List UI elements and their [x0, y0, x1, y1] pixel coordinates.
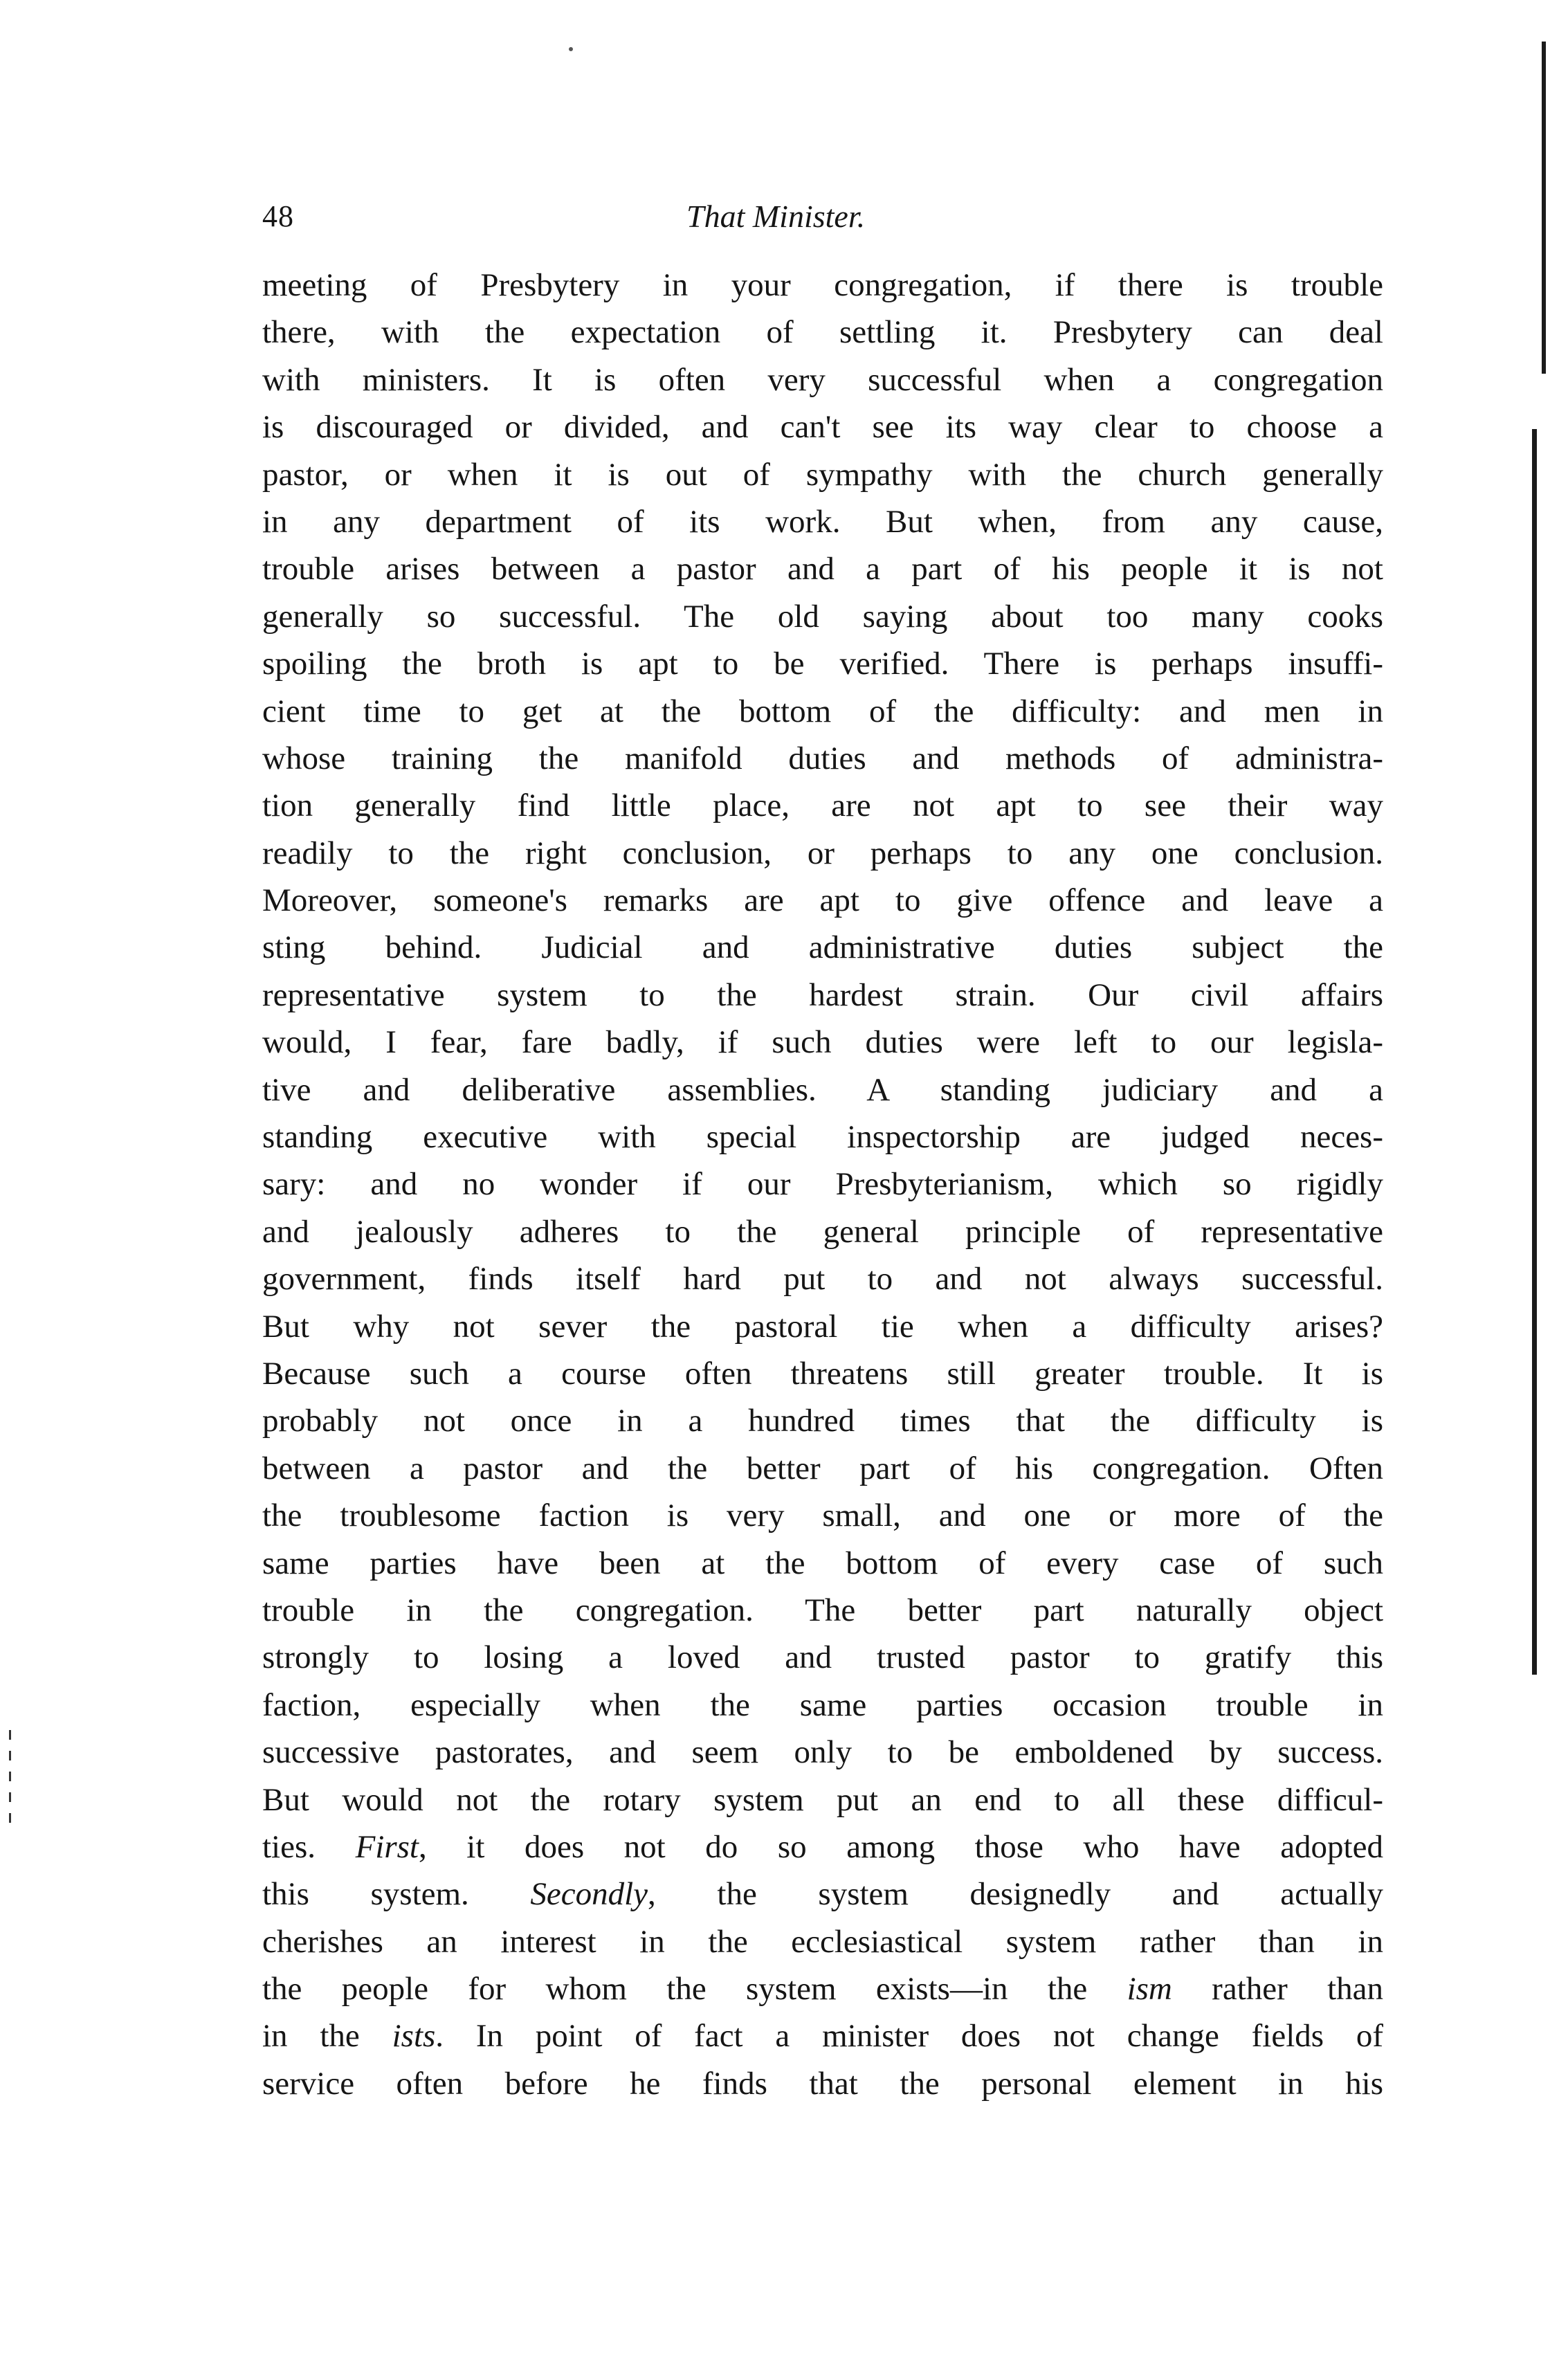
text-line: service often before he finds that the personal element in his — [262, 2065, 1383, 2102]
italic-word: ism — [1127, 1971, 1172, 2008]
text-line: government, finds itself hard put to and not always successful. — [262, 1261, 1383, 1298]
text-line: Moreover, someone's remarks are apt to give offence and leave a — [262, 882, 1383, 919]
text-line: standing executive with special inspectorship are judged neces- — [262, 1119, 1383, 1156]
text-line: the troublesome faction is very small, and one or more of the — [262, 1498, 1383, 1534]
text-line: would, I fear, fare badly, if such duties were left to our legisla- — [262, 1024, 1383, 1061]
text-line: tive and deliberative assemblies. A standing judiciary and a — [262, 1071, 1383, 1108]
text-line: Because such a course often threatens still greater trouble. It is — [262, 1355, 1383, 1392]
text-line: cient time to get at the bottom of the difficulty: and men in — [262, 693, 1383, 729]
text-line: representative system to the hardest strain. Our civil affairs — [262, 976, 1383, 1013]
page-number: 48 — [262, 199, 294, 233]
text-line: successive pastorates, and seem only to be emboldened by success. — [262, 1734, 1383, 1771]
text-line: ties. First, it does not do so among those who have adopted — [262, 1828, 1383, 1865]
margin-tick — [9, 1813, 11, 1823]
text-line: spoiling the broth is apt to be verified. There is perhaps insuffi- — [262, 646, 1383, 682]
margin-tick — [9, 1751, 11, 1760]
italic-word: Secondly — [530, 1876, 648, 1913]
text-line: probably not once in a hundred times that the difficulty is — [262, 1403, 1383, 1439]
text-line: between a pastor and the better part of his congregation. Often — [262, 1450, 1383, 1486]
italic-word: First — [355, 1828, 419, 1865]
text-line: tion generally find little place, are not apt to see their way — [262, 788, 1383, 824]
text-line: with ministers. It is often very successful when a congregation — [262, 361, 1383, 398]
text-line: trouble arises between a pastor and a part of his people it is not — [262, 551, 1383, 588]
margin-tick — [9, 1772, 11, 1781]
text-line: sary: and no wonder if our Presbyterianism, which so rigidly — [262, 1166, 1383, 1203]
text-line: sting behind. Judicial and administrative duties subject the — [262, 929, 1383, 966]
text-line: But why not sever the pastoral tie when a difficulty arises? — [262, 1308, 1383, 1345]
text-line: meeting of Presbytery in your congregation, if there is trouble — [262, 267, 1383, 303]
text-line: whose training the manifold duties and methods of administra- — [262, 740, 1383, 776]
text-line: strongly to losing a loved and trusted pastor to gratify this — [262, 1639, 1383, 1676]
page-edge-shadow-top — [1542, 42, 1546, 374]
text-line: But would not the rotary system put an end to all these difficul- — [262, 1781, 1383, 1818]
text-line: there, with the expectation of settling it. Presbytery can deal — [262, 314, 1383, 351]
text-line: this system. Secondly, the system designedly and actually — [262, 1876, 1383, 1913]
text-line: is discouraged or divided, and can't see its way clear to choose a — [262, 409, 1383, 446]
page-edge-shadow — [1532, 429, 1537, 1675]
text-line: in any department of its work. But when, from any cause, — [262, 503, 1383, 540]
text-line: pastor, or when it is out of sympathy with the church generally — [262, 456, 1383, 493]
text-line: readily to the right conclusion, or perhaps to any one conclusion. — [262, 835, 1383, 871]
running-title: That Minister. — [686, 199, 866, 234]
text-line: in the ists. In point of fact a minister does not change fields of — [262, 2018, 1383, 2055]
print-speck — [569, 47, 573, 51]
margin-tick — [9, 1730, 11, 1740]
italic-word: ists — [392, 2018, 436, 2055]
body-text — [262, 262, 1383, 2107]
text-line: trouble in the congregation. The better part naturally object — [262, 1592, 1383, 1628]
text-line: cherishes an interest in the ecclesiastical system rather than in — [262, 1923, 1383, 1960]
text-line: and jealously adheres to the general principle of representative — [262, 1213, 1383, 1250]
page-header — [262, 192, 1383, 241]
text-line: same parties have been at the bottom of every case of such — [262, 1545, 1383, 1581]
text-line: faction, especially when the same parties occasion trouble in — [262, 1686, 1383, 1723]
text-line: the people for whom the system exists—in the ism rather than — [262, 1971, 1383, 2008]
text-line: generally so successful. The old saying about too many cooks — [262, 598, 1383, 635]
margin-tick — [9, 1792, 11, 1802]
